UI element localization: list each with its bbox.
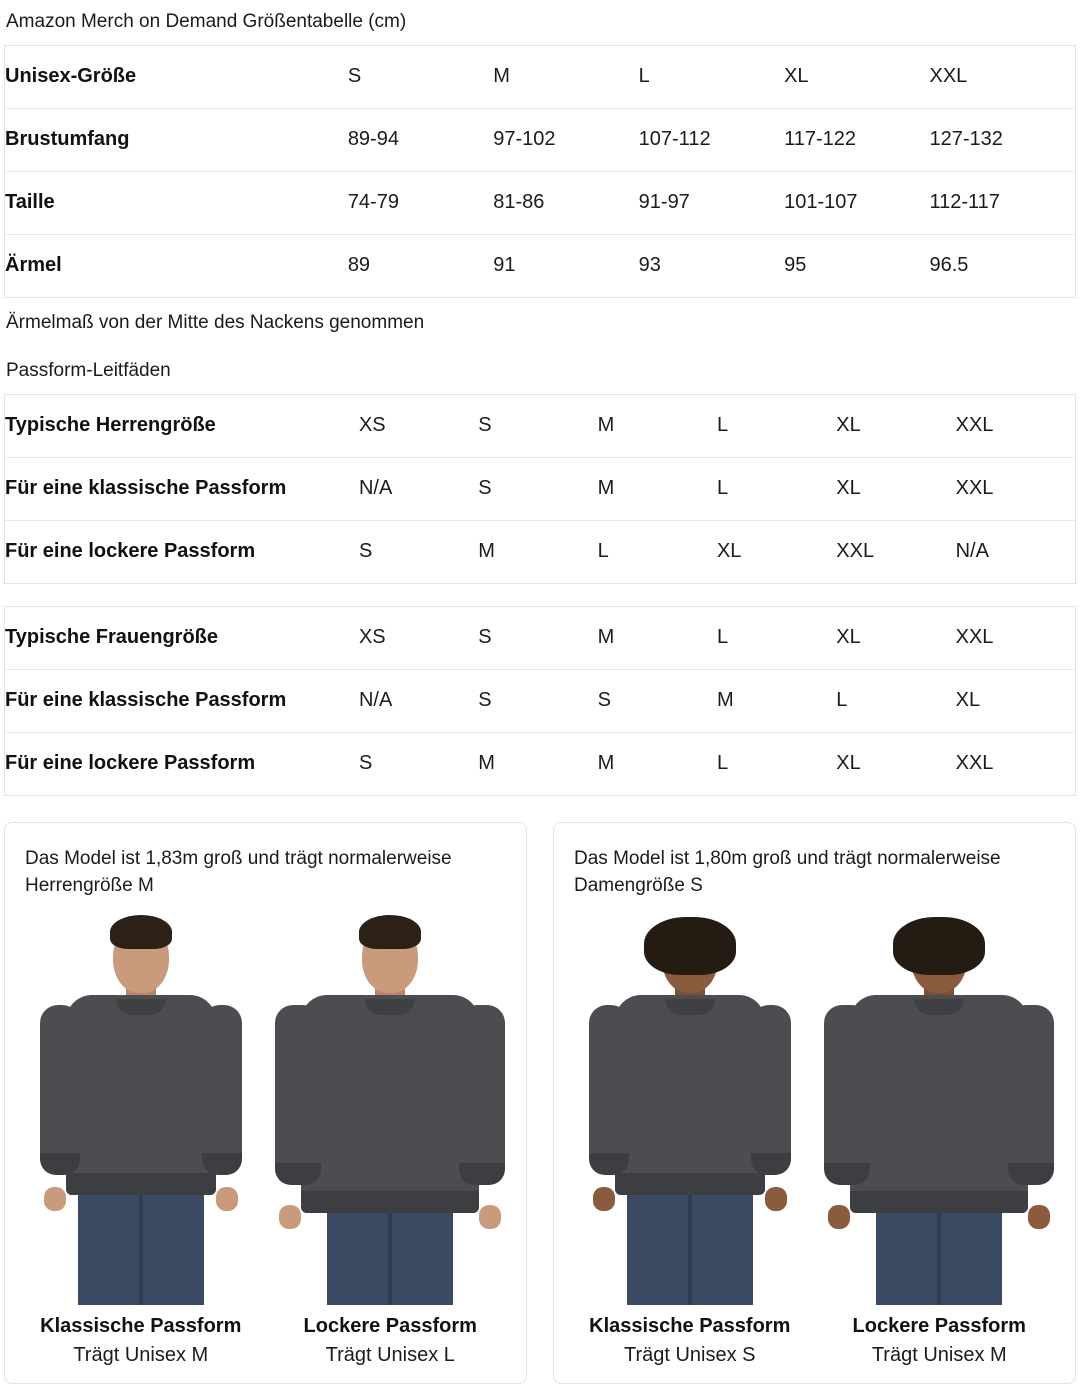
cell: 91-97 [639,171,784,234]
cell: M [478,540,495,563]
fit-label: Klassische Passform [589,1314,791,1337]
fit-sublabel: Trägt Unisex L [325,1343,455,1366]
figure-loose-fit [824,915,1056,1367]
table-row [5,520,1076,583]
figure-loose-fit [275,915,507,1367]
sleeve-right [459,1005,505,1185]
hair [893,917,985,975]
cell: L [717,394,836,457]
table-row [5,669,1076,732]
cell: 107-112 [639,108,784,171]
collar [665,999,715,1015]
sleeve-right [202,1005,242,1175]
hand-right [765,1187,787,1211]
fit-sublabel: Trägt Unisex M [871,1343,1007,1366]
sweatshirt [301,995,479,1213]
cell: 91 [493,254,516,277]
women-fit-table [4,606,1076,796]
cell: XL [956,669,1076,732]
fit-sublabel: Trägt Unisex M [73,1343,209,1366]
cell: XS [359,606,478,669]
cell: XL [716,540,742,563]
cell: L [717,457,836,520]
hem [301,1191,479,1213]
hair [110,915,172,949]
hand-right [479,1205,501,1229]
row-label: Für eine lockere Passform [5,540,256,563]
page-title: Amazon Merch on Demand Größentabelle (cm) [6,11,407,32]
figure-group [574,915,1055,1367]
cell: 127-132 [930,108,1076,171]
hand-left [44,1187,66,1211]
sleeve-left [589,1005,629,1175]
sleeve-left [40,1005,80,1175]
cell: S [478,669,597,732]
men-fit-table [4,394,1076,584]
cell: M [598,457,717,520]
row-label: Typische Herrengröße [5,394,359,457]
cell: 89-94 [348,108,493,171]
figure-classic-fit [574,915,806,1367]
cell: XXL [930,45,1076,108]
cell: 74-79 [348,171,493,234]
fit-label: Lockere Passform [303,1314,477,1337]
table-spacer [4,584,1076,606]
cell: XXL [836,540,875,563]
cell: M [598,606,717,669]
hem [615,1173,765,1195]
cell: XXL [956,606,1076,669]
row-label: Taille [5,171,348,234]
model-cards [4,822,1076,1384]
table-row [5,457,1076,520]
cell: XL [784,45,929,108]
cell: S [478,606,597,669]
cell: 93 [638,254,661,277]
collar [365,999,415,1015]
model-photo-classic [25,915,257,1305]
cell: 95 [784,254,807,277]
cell: S [348,45,493,108]
cell: XXL [956,457,1076,520]
sleeve-right [751,1005,791,1175]
sweatshirt [66,995,216,1195]
cell: S [478,394,597,457]
cell: N/A [359,669,478,732]
table-row [5,45,1076,108]
row-label: Ärmel [5,254,62,277]
cell: M [717,669,836,732]
model-photo-loose [275,915,507,1305]
hand-left [279,1205,301,1229]
cell: L [836,669,955,732]
cell: M [478,752,495,775]
hair [359,915,421,949]
row-label: Für eine lockere Passform [5,752,256,775]
cell: XL [836,457,955,520]
hand-right [216,1187,238,1211]
hair [644,917,736,975]
model-card-men [4,822,527,1384]
cell: 89 [347,254,371,277]
cell: S [358,752,373,775]
cell: L [597,540,609,563]
figure-classic-fit [25,915,257,1367]
cell: 117-122 [784,108,929,171]
cell: N/A [955,540,989,563]
fit-sublabel: Trägt Unisex S [623,1343,756,1366]
hem [850,1191,1028,1213]
hem [66,1173,216,1195]
cell: L [717,606,836,669]
cell: XXL [956,394,1076,457]
cell: 96.5 [929,254,969,277]
hand-right [1028,1205,1050,1229]
model-card-women [553,822,1076,1384]
hand-left [828,1205,850,1229]
cell: XS [359,394,478,457]
cell: 81-86 [493,171,638,234]
sleeve-right [1008,1005,1054,1185]
cell: M [598,394,717,457]
table-row [5,171,1076,234]
sleeve-note: Ärmelmaß von der Mitte des Nackens genommen [6,311,425,333]
model-description: Das Model ist 1,83m groß und trägt normalerweise Herrengröße M [25,847,452,897]
cell: XXL [955,752,994,775]
fit-label: Klassische Passform [40,1314,242,1337]
row-label: Für eine klassische Passform [5,457,359,520]
cell: N/A [359,457,478,520]
unisex-size-table [4,45,1076,298]
table-row [5,606,1076,669]
row-label: Typische Frauengröße [5,606,359,669]
sleeve-left [824,1005,870,1185]
cell: L [716,752,729,775]
cell: L [639,45,784,108]
row-label: Für eine klassische Passform [5,669,359,732]
model-description: Das Model ist 1,80m groß und trägt normalerweise Damengröße S [574,847,1001,897]
cell: 101-107 [784,171,929,234]
figure-group [25,915,506,1367]
cell: XL [836,606,955,669]
row-label: Brustumfang [5,108,348,171]
hand-left [593,1187,615,1211]
table-row [5,108,1076,171]
cell: 112-117 [930,171,1076,234]
row-label: Unisex-Größe [5,45,348,108]
cell: XL [836,394,955,457]
sleeve-left [275,1005,321,1185]
cell: S [598,669,717,732]
cell: M [493,45,638,108]
cell: S [478,457,597,520]
table-row [5,234,1076,297]
collar [116,999,166,1015]
fit-guides-title: Passform-Leitfäden [6,359,171,381]
cell: XL [836,752,861,775]
cell: S [358,540,373,563]
table-row [5,394,1076,457]
cell: M [597,752,615,775]
sweatshirt [850,995,1028,1213]
table-row [5,732,1076,795]
model-photo-classic [574,915,806,1305]
sweatshirt [615,995,765,1195]
collar [914,999,964,1015]
model-photo-loose [824,915,1056,1305]
cell: 97-102 [493,108,638,171]
fit-label: Lockere Passform [852,1314,1026,1337]
